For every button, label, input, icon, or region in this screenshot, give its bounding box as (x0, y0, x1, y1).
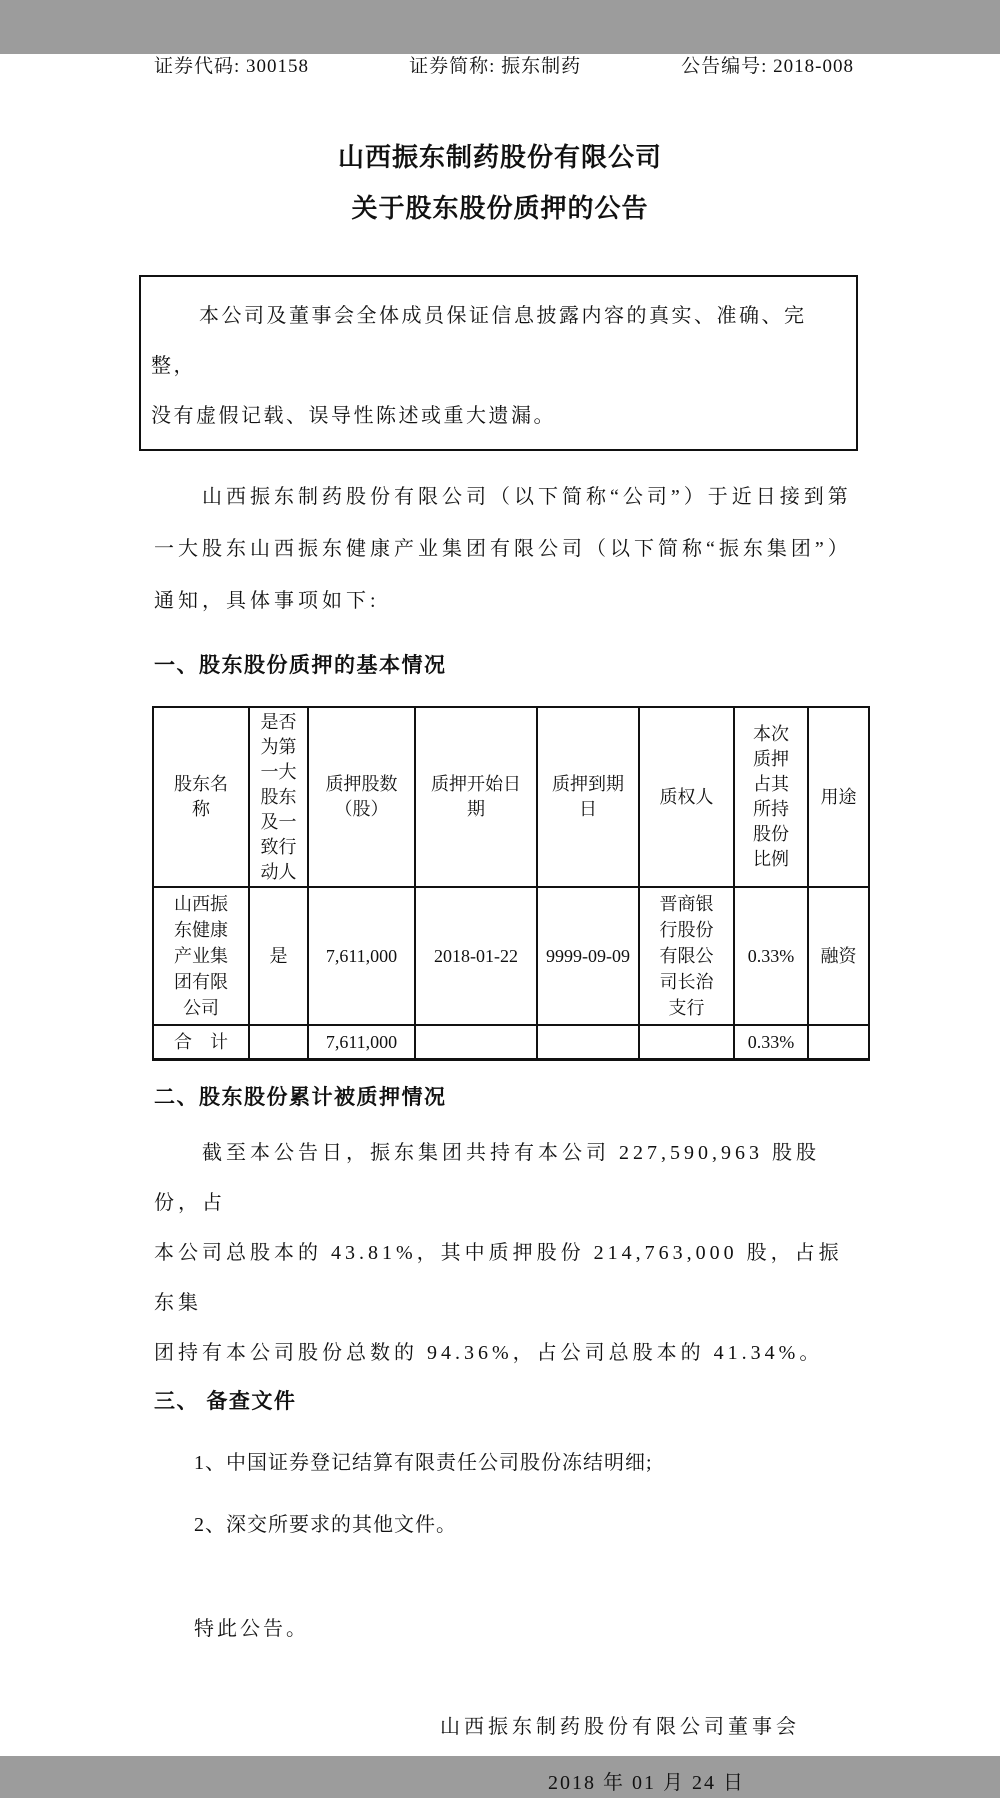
stock-code: 证券代码: 300158 (154, 56, 310, 77)
reference-document-item: 2、深交所要求的其他文件。 (194, 1513, 457, 1536)
section1-heading: 一、股东股份质押的基本情况 (154, 654, 447, 677)
table-header-row (153, 707, 869, 887)
cell-is-largest-shareholder: 是 (249, 887, 308, 1025)
board-signature: 山西振东制药股份有限公司董事会 (440, 1715, 800, 1738)
total-empty (537, 1025, 639, 1059)
total-pledged-shares: 7,611,000 (308, 1025, 415, 1059)
cell-shareholder-name: 山西振东健康产业集团有限公司 (153, 887, 249, 1025)
cell-pledge-start-date: 2018-01-22 (415, 887, 537, 1025)
stock-abbr: 证券简称: 振东制药 (409, 56, 582, 77)
cell-pledge-ratio: 0.33% (734, 887, 808, 1025)
intro-line: 通知，具体事项如下: (154, 590, 380, 612)
announcement-page (0, 54, 1000, 1794)
reference-document-item: 1、中国证券登记结算有限责任公司股份冻结明细; (194, 1451, 653, 1474)
total-label: 合 计 (153, 1025, 249, 1059)
announcement-number: 公告编号: 2018-008 (681, 56, 854, 77)
header-is-largest-shareholder: 是否为第一大股东及一致行动人 (249, 707, 308, 887)
closing-statement: 特此公告。 (194, 1617, 309, 1640)
header-purpose: 用途 (808, 707, 869, 887)
header-shareholder-name: 股东名称 (153, 707, 249, 887)
cumulative-pledge-paragraph (154, 1128, 854, 1378)
total-pledge-ratio: 0.33% (734, 1025, 808, 1059)
header-pledge-ratio: 本次质押占其所持股份比例 (734, 707, 808, 887)
total-empty (639, 1025, 734, 1059)
cumulative-line: 截至本公告日，振东集团共持有本公司 227,590,963 股股份，占 (154, 1141, 820, 1214)
announcement-date: 2018 年 01 月 24 日 (548, 1771, 745, 1794)
table-data-row (153, 887, 869, 1025)
pledge-table (152, 706, 870, 1061)
intro-paragraph (154, 471, 854, 627)
header-pledge-start-date: 质押开始日期 (415, 707, 537, 887)
cell-purpose: 融资 (808, 887, 869, 1025)
announcement-subject-title: 关于股东股份质押的公告 (351, 193, 649, 223)
header-pledgee: 质权人 (639, 707, 734, 887)
document-header (154, 54, 854, 80)
cell-pledge-end-date: 9999-09-09 (537, 887, 639, 1025)
table-total-row (153, 1025, 869, 1059)
disclaimer-line: 没有虚假记载、误导性陈述或重大遗漏。 (151, 405, 556, 427)
total-empty (415, 1025, 537, 1059)
disclaimer-box (139, 275, 858, 451)
disclaimer-line: 本公司及董事会全体成员保证信息披露内容的真实、准确、完整， (151, 305, 807, 377)
header-pledged-shares: 质押股数（股） (308, 707, 415, 887)
header-pledge-end-date: 质押到期日 (537, 707, 639, 887)
cumulative-line: 本公司总股本的 43.81%，其中质押股份 214,763,000 股，占振东集 (154, 1241, 843, 1314)
cumulative-line: 团持有本公司股份总数的 94.36%，占公司总股本的 41.34%。 (154, 1341, 824, 1364)
total-empty (249, 1025, 308, 1059)
total-empty (808, 1025, 869, 1059)
intro-line: 山西振东制药股份有限公司（以下简称“公司”）于近日接到第 (202, 486, 852, 508)
intro-line: 一大股东山西振东健康产业集团有限公司（以下简称“振东集团”） (154, 538, 852, 560)
cell-pledgee: 晋商银行股份有限公司长治支行 (639, 887, 734, 1025)
section3-heading: 三、 备查文件 (154, 1389, 297, 1413)
cell-pledged-shares: 7,611,000 (308, 887, 415, 1025)
section2-heading: 二、股东股份累计被质押情况 (154, 1085, 447, 1109)
company-title: 山西振东制药股份有限公司 (337, 142, 662, 172)
